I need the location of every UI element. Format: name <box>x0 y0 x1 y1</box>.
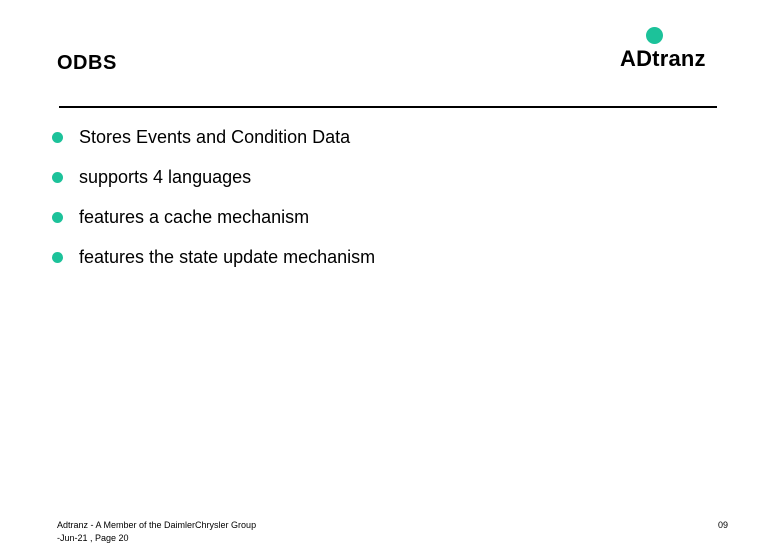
logo-dot-icon <box>646 27 663 44</box>
footer-page-code: 09 <box>718 520 729 530</box>
company-logo <box>620 25 720 73</box>
bullet-text: Stores Events and Condition Data <box>79 127 351 147</box>
bullet-icon <box>52 212 63 223</box>
footer-company-line: Adtranz - A Member of the DaimlerChrysler Group <box>57 520 257 530</box>
bullet-text: features the state update mechanism <box>79 247 376 267</box>
bullet-text: features a cache mechanism <box>79 207 310 227</box>
title-divider <box>59 106 717 108</box>
logo-text: ADtranz <box>620 46 706 71</box>
footer-date-line: -Jun-21 , Page 20 <box>57 533 129 543</box>
bullet-icon <box>52 252 63 263</box>
bullet-text: supports 4 languages <box>79 167 252 187</box>
bullet-icon <box>52 132 63 143</box>
bullet-icon <box>52 172 63 183</box>
slide-title: ODBS <box>57 52 117 74</box>
